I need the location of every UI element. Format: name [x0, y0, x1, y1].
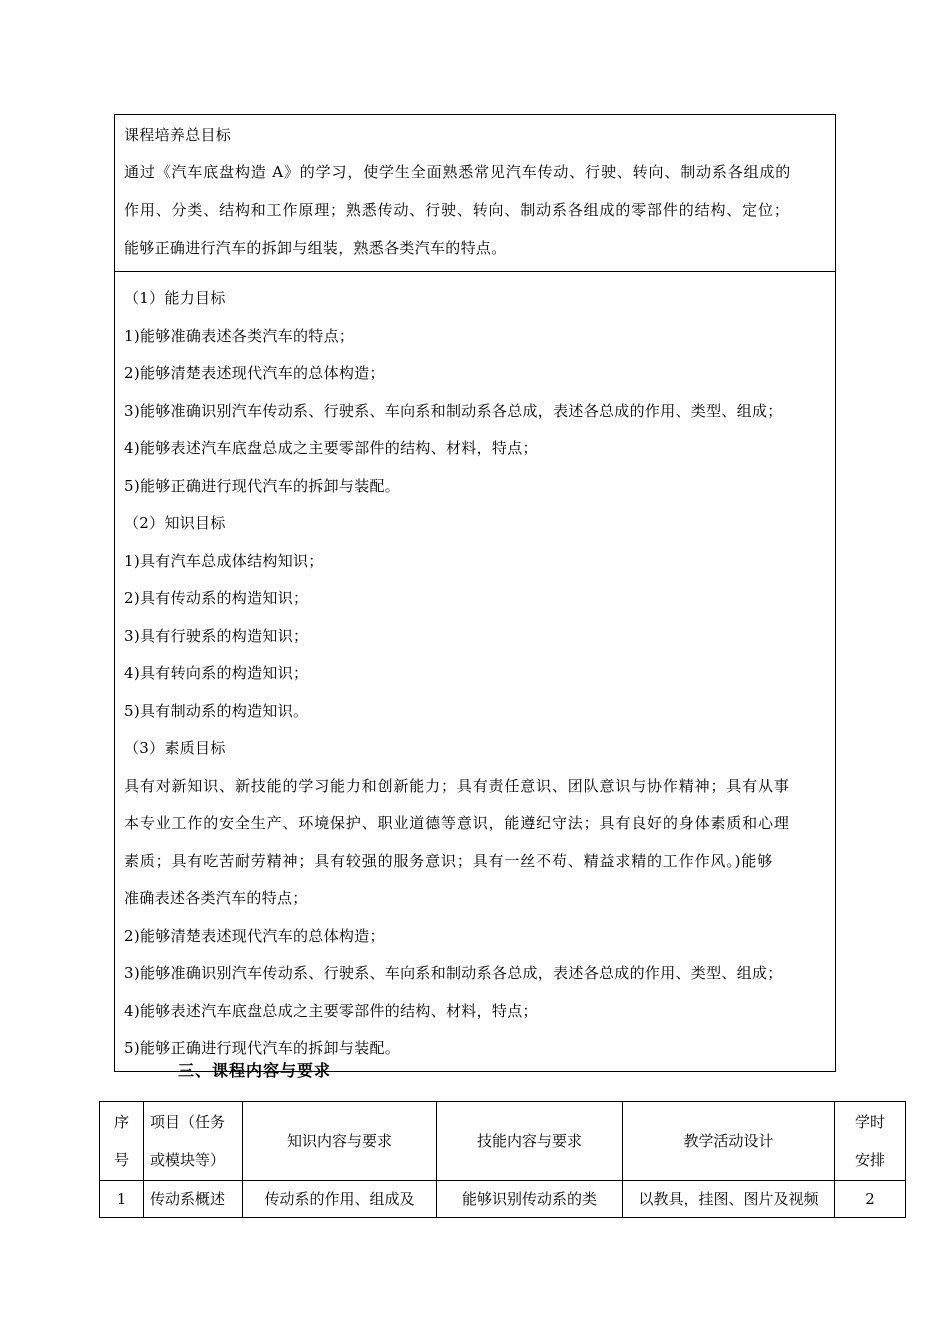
overall-goal-line: 作用、分类、结构和工作原理；熟悉传动、行驶、转向、制动系各组成的零部件的结构、定位； [124, 201, 790, 219]
cell-activity: 以教具，挂图、图片及视频 [623, 1181, 835, 1218]
goal-item: 2)具有传动系的构造知识； [124, 589, 309, 607]
goal-item: 5)具有制动系的构造知识。 [124, 701, 309, 720]
header-hours: 学时 安排 [835, 1102, 906, 1181]
header-knowledge: 知识内容与要求 [243, 1102, 437, 1181]
goal-item: 准确表述各类汽车的特点； [124, 889, 308, 907]
table-header-row [100, 1102, 906, 1181]
goal-item: 2)能够清楚表述现代汽车的总体构造； [124, 364, 385, 382]
overall-goal-line: 能够正确进行汽车的拆卸与组装，熟悉各类汽车的特点。 [124, 239, 507, 257]
goal-item: 3)具有行驶系的构造知识； [124, 626, 309, 645]
course-goals-box [114, 114, 836, 1072]
goal-item: 1)具有汽车总成体结构知识； [124, 551, 324, 570]
header-activity: 教学活动设计 [623, 1102, 835, 1181]
goal-item: 3)能够准确识别汽车传动系、行驶系、车向系和制动系各总成，表述各总成的作用、类型、组成； [124, 964, 783, 982]
cell-knowledge: 传动系的作用、组成及 [243, 1181, 437, 1218]
knowledge-goal-heading: （2）知识目标 [124, 514, 226, 532]
table-row [100, 1181, 906, 1218]
goal-item: 4)能够表述汽车底盘总成之主要零部件的结构、材料，特点； [124, 1001, 538, 1020]
goal-item: 5)能够正确进行现代汽车的拆卸与装配。 [124, 476, 401, 495]
goal-item: 4)具有转向系的构造知识； [124, 664, 309, 682]
goal-item: 具有对新知识、新技能的学习能力和创新能力；具有责任意识、团队意识与协作精神；具有从事 [124, 776, 790, 795]
course-content-table [99, 1101, 906, 1218]
goal-item: 2)能够清楚表述现代汽车的总体构造； [124, 926, 385, 945]
goal-item: 本专业工作的安全生产、环境保护、职业道德等意识，能遵纪守法；具有良好的身体素质和心理 [124, 814, 790, 832]
cell-seq: 1 [100, 1181, 144, 1218]
goal-item: 素质；具有吃苦耐劳精神；具有较强的服务意识；具有一丝不苟、精益求精的工作作风。)能够 [124, 851, 774, 870]
header-skill: 技能内容与要求 [437, 1102, 623, 1181]
cell-project: 传动系概述 [144, 1181, 243, 1218]
cell-hours: 2 [835, 1181, 906, 1218]
detail-goal-section [115, 272, 835, 1071]
ability-goal-heading: （1）能力目标 [124, 289, 226, 307]
goal-item: 4)能够表述汽车底盘总成之主要零部件的结构、材料，特点； [124, 439, 538, 457]
header-seq: 序 号 [100, 1102, 144, 1181]
goal-item: 5)能够正确进行现代汽车的拆卸与装配。 [124, 1039, 401, 1057]
goal-item: 3)能够准确识别汽车传动系、行驶系、车向系和制动系各总成，表述各总成的作用、类型、组成； [124, 401, 783, 420]
overall-goal-section [115, 115, 835, 272]
overall-goal-line: 通过《汽车底盘构造 A》的学习，使学生全面熟悉常见汽车传动、行驶、转向、制动系各组成的 [124, 163, 792, 181]
cell-skill: 能够识别传动系的类 [437, 1181, 623, 1218]
goal-item: 1)能够准确表述各类汽车的特点； [124, 326, 355, 345]
header-project: 项目（任务 或模块等） [144, 1102, 243, 1181]
overall-goal-heading: 课程培养总目标 [124, 126, 232, 144]
section-title: 三、课程内容与要求 [178, 1061, 332, 1080]
quality-goal-heading: （3）素质目标 [124, 739, 226, 757]
